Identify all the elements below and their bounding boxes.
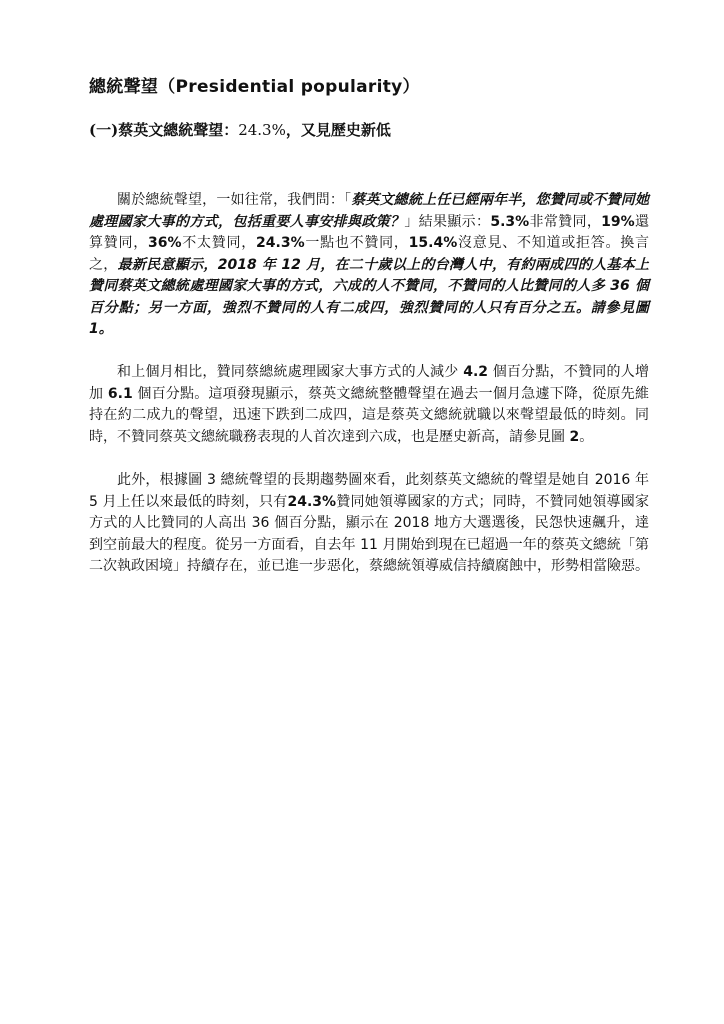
p1-text: 還算贊同， bbox=[89, 213, 650, 251]
paragraph-survey-results bbox=[89, 190, 649, 341]
section-heading bbox=[89, 119, 391, 140]
p2-value: 4.2 bbox=[463, 364, 489, 380]
p1-text: 不太贊同， bbox=[181, 235, 257, 251]
p3-text: 此外，根據圖 3 總統聲望的長期趨勢圖來看，此刻蔡英文總統的聲望是她自 2016 年 5 月上任以來最低的時刻，只有 bbox=[89, 472, 649, 510]
p1-value: 5.3% bbox=[490, 213, 530, 230]
p1-text: 」結果顯示： bbox=[404, 213, 491, 230]
section-heading-prefix: (一)蔡英文總統聲望： bbox=[89, 121, 239, 139]
p2-text: 個百分點，不贊同的人增加 bbox=[89, 364, 649, 402]
p3-text: 贊同她領導國家的方式；同時，不贊同她領導國家方式的人比贊同的人高出 36 個百分點，顯示在 2018 地方大選選後，民怨快速飆升，達到空前最大的程度。從另一方面看，自去年 11 月開始到現在已超過一年的蔡英文總統「第二次執政困境」持續存在，並已進一步惡化，蔡總統領導威信持續腐蝕中，形勢相當險惡。 bbox=[89, 493, 650, 574]
page-title: 總統聲望（Presidential popularity） bbox=[89, 77, 420, 97]
survey-question: 蔡英文總統上任已經兩年半，您贊同或不贊同她處理國家大事的方式，包括重要人事安排與政策？ bbox=[89, 192, 650, 230]
p2-text: 個百分點。這項發現顯示，蔡英文總統整體聲望在過去一個月急遽下降，從原先維持在約二成九的聲望，迅速下跌到二成四，這是蔡英文總統就職以來聲望最低的時刻。同時，不贊同蔡英文總統職務表現的人首次達到六成，也是歷史新高，請參見圖 bbox=[89, 385, 649, 445]
section-heading-value: 24.3% bbox=[238, 121, 286, 139]
p2-value: 2 bbox=[569, 428, 580, 445]
p1-value: 24.3% bbox=[256, 235, 305, 251]
p3-value: 24.3% bbox=[287, 493, 337, 510]
p1-text: 一點也不贊同， bbox=[304, 235, 409, 251]
p1-value: 19% bbox=[601, 213, 635, 230]
p1-text: 關於總統聲望，一如往常，我們問：「 bbox=[117, 192, 352, 208]
p2-value: 6.1 bbox=[107, 385, 133, 402]
p2-text: 。 bbox=[579, 428, 594, 445]
p1-text: 沒意見、不知道或拒答。換言之， bbox=[89, 235, 650, 273]
p2-text: 和上個月相比，贊同蔡總統處理國家大事方式的人減少 bbox=[117, 364, 464, 380]
p1-text: 非常贊同， bbox=[529, 213, 602, 230]
paragraph-long-term-trend bbox=[89, 470, 649, 578]
emphasis-text: 最新民意顯示，2018 年 12 月，在二十歲以上的台灣人中，有約兩成四的人基本上贊同蔡英文總統處理國家大事的方式，六成的人不贊同，不贊同的人比贊同的人多 36 個百分點；另一方面，強烈不贊同的人有二成四，強烈贊同的人只有百分之五。請參見圖 1。 bbox=[89, 256, 649, 337]
p1-value: 36% bbox=[148, 235, 182, 251]
p1-value: 15.4% bbox=[408, 235, 458, 251]
paragraph-monthly-change bbox=[89, 362, 649, 448]
section-heading-suffix: ，又見歷史新低 bbox=[285, 121, 391, 139]
